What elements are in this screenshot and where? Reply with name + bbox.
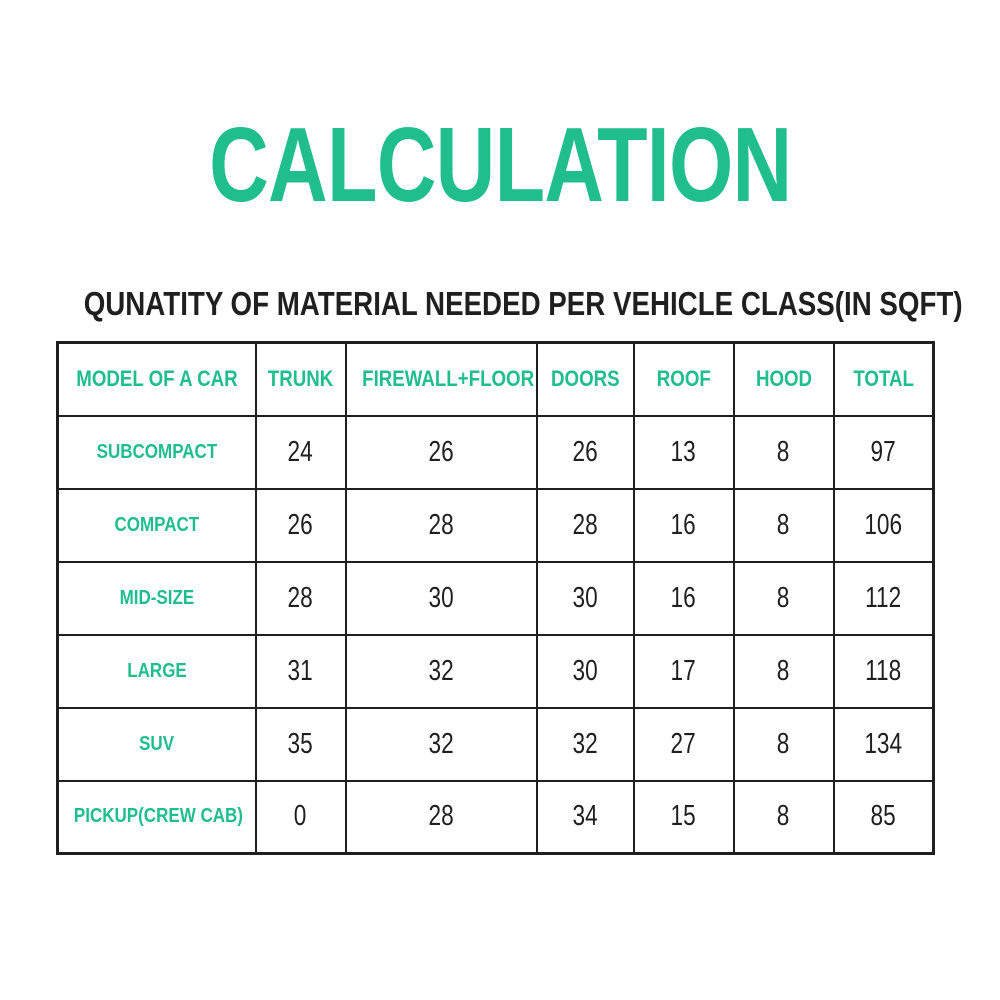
value-cell: 15 [634,781,734,854]
column-header-firewall-floor: FIREWALL+FLOOR [346,343,537,416]
column-header-trunk: TRUNK [256,343,346,416]
value-cell: 8 [734,562,834,635]
value-cell: 35 [256,708,346,781]
total-cell: 118 [834,635,934,708]
value-cell: 8 [734,635,834,708]
row-label-cell: SUV [58,708,256,781]
value-cell: 26 [537,416,634,489]
value-cell: 24 [256,416,346,489]
total-cell: 97 [834,416,934,489]
row-label-cell: PICKUP(CREW CAB) [58,781,256,854]
table-row-large [58,635,934,708]
value-cell: 28 [256,562,346,635]
value-cell: 0 [256,781,346,854]
total-cell: 85 [834,781,934,854]
value-cell: 28 [346,489,537,562]
value-cell: 28 [346,781,537,854]
total-cell: 134 [834,708,934,781]
value-cell: 26 [256,489,346,562]
value-cell: 30 [346,562,537,635]
table-row-suv [58,708,934,781]
value-cell: 32 [346,708,537,781]
row-label-cell: MID-SIZE [58,562,256,635]
table-row-subcompact [58,416,934,489]
value-cell: 8 [734,489,834,562]
table-caption [0,287,1000,320]
row-label-cell: COMPACT [58,489,256,562]
value-cell: 32 [537,708,634,781]
value-cell: 30 [537,562,634,635]
value-cell: 34 [537,781,634,854]
table-row-mid-size [58,562,934,635]
material-quantity-table [56,341,935,855]
value-cell: 32 [346,635,537,708]
value-cell: 8 [734,416,834,489]
value-cell: 28 [537,489,634,562]
value-cell: 13 [634,416,734,489]
value-cell: 26 [346,416,537,489]
column-header-hood: HOOD [734,343,834,416]
column-header-total: TOTAL [834,343,934,416]
value-cell: 27 [634,708,734,781]
column-header-doors: DOORS [537,343,634,416]
column-header-roof: ROOF [634,343,734,416]
value-cell: 8 [734,708,834,781]
value-cell: 16 [634,489,734,562]
page-title-text: CALCULATION [208,106,792,224]
row-label-cell: SUBCOMPACT [58,416,256,489]
table-row-compact [58,489,934,562]
table-header-row [58,343,934,416]
value-cell: 30 [537,635,634,708]
value-cell: 31 [256,635,346,708]
value-cell: 16 [634,562,734,635]
page-title [0,106,1000,224]
value-cell: 8 [734,781,834,854]
value-cell: 17 [634,635,734,708]
total-cell: 106 [834,489,934,562]
table-caption-text: QUNATITY OF MATERIAL NEEDED PER VEHICLE CLASS(IN SQFT) [83,285,963,322]
row-label-cell: LARGE [58,635,256,708]
column-header-model: MODEL OF A CAR [58,343,256,416]
table-row-pickup-crew-cab [58,781,934,854]
total-cell: 112 [834,562,934,635]
